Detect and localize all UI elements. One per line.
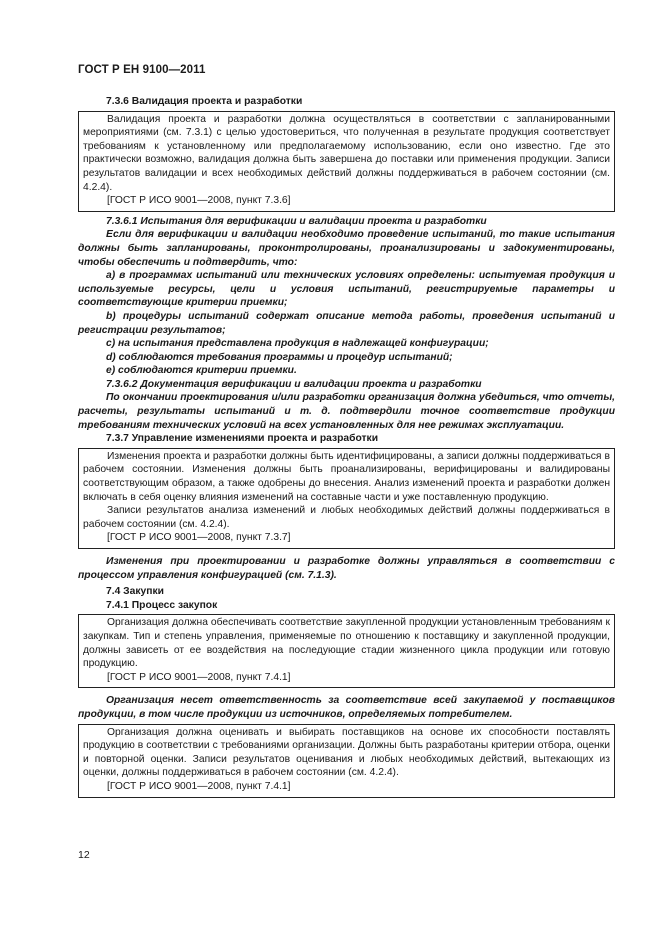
- quote-box-7-3-7: [78, 448, 615, 549]
- box-reference: [ГОСТ Р ИСО 9001—2008, пункт 7.4.1]: [107, 780, 291, 792]
- box-reference: [ГОСТ Р ИСО 9001—2008, пункт 7.3.7]: [107, 532, 291, 544]
- quote-box-7-3-6: [78, 111, 615, 212]
- box-paragraph: Записи результатов анализа изменений и любых необходимых действий должны поддерживаться в рабочем состоянии (см. 4.2.4).: [83, 505, 610, 530]
- page-content: [78, 95, 615, 801]
- quote-box-7-4-1-supplier: [78, 724, 615, 798]
- section-heading-7-3-6-1: 7.3.6.1 Испытания для верификации и валидации проекта и разработки: [106, 215, 487, 227]
- requirement-paragraph: Если для верификации и валидации необходимо проведение испытаний, то такие испытания должны быть запланированы, проконтролированы, проанализированы и задокументированы, чтобы обеспечить и подтвердить, что:: [78, 229, 615, 268]
- list-item-e: e) соблюдаются критерии приемки.: [106, 365, 297, 377]
- list-item-c: c) на испытания представлена продукция в надлежащей конфигурации;: [106, 338, 489, 350]
- list-item-b: b) процедуры испытаний содержат описание метода работы, проведения испытаний и регистрации результатов;: [78, 310, 615, 336]
- box-paragraph: Изменения проекта и разработки должны быть идентифицированы, а записи должны поддерживаться в рабочем состоянии. Изменения должны быть проанализированы, верифицированы и валидированы соответствующим образом, а также одобрены до внесения. Анализ изменений проекта и разработки должен включать в себя оценку влияния изменений на составные части и уже поставленную продукцию.: [83, 450, 610, 503]
- requirement-paragraph: Изменения при проектировании и разработке должны управляться в соответствии с процессом управления конфигурацией (см. 7.1.3).: [78, 556, 615, 581]
- requirement-paragraph: Организация несет ответственность за соответствие всей закупаемой у поставщиков продукции, в том числе продукции из источников, определяемых потребителем.: [78, 695, 615, 720]
- list-item-d: d) соблюдаются требования программы и процедур испытаний;: [106, 351, 453, 363]
- box-paragraph: Валидация проекта и разработки должна осуществляться в соответствии с запланированными мероприятиями (см. 7.3.1) с целью удостовериться, что полученная в результате продукция соответствует требованиям к установленному или предполагаемому использованию, если оно известно. Где это практически возможно, валидация должна быть завершена до поставки или применения продукции. Записи результатов валидации и всех необходимых действий должны поддерживаться в рабочем состоянии (см. 4.2.4).: [83, 113, 610, 193]
- box-paragraph: Организация должна обеспечивать соответствие закупленной продукции установленным требованиям к закупкам. Тип и степень управления, применяемые по отношению к поставщику и закупленной продукции, должны зависеть от ее воздействия на последующие стадии жизненного цикла продукции или готовую продукцию.: [83, 617, 610, 670]
- section-heading-7-3-7: 7.3.7 Управление изменениями проекта и разработки: [106, 433, 379, 445]
- box-paragraph: Организация должна оценивать и выбирать поставщиков на основе их способности поставлять продукцию в соответствии с требованиями организации. Должны быть разработаны критерии отбора, оценки и повторной оценки. Записи результатов оценивания и любых необходимых действий, вытекающих из оценки, должны поддерживаться в рабочем состоянии (см. 4.2.4).: [83, 726, 610, 779]
- section-heading-7-4-1: 7.4.1 Процесс закупок: [106, 599, 218, 611]
- standard-header: ГОСТ Р ЕН 9100—2011: [78, 64, 206, 76]
- box-reference: [ГОСТ Р ИСО 9001—2008, пункт 7.3.6]: [107, 195, 291, 207]
- box-reference: [ГОСТ Р ИСО 9001—2008, пункт 7.4.1]: [107, 671, 291, 683]
- section-heading-7-4: 7.4 Закупки: [106, 586, 164, 598]
- page-number: 12: [78, 849, 90, 861]
- requirement-paragraph: По окончании проектирования и/или разработки организация должна убедиться, что отчеты, расчеты, результаты испытаний и т. д. подтвердили точное соответствие продукции требованиям технических условий на всех установленных для нее режимах эксплуатации.: [78, 392, 615, 431]
- quote-box-7-4-1: [78, 614, 615, 688]
- list-item-a: a) в программах испытаний или технических условиях определены: испытуемая продукция и используемые ресурсы, цели и условия испытаний, регистрируемые параметры и соответствующие критерии приемки;: [78, 270, 615, 309]
- section-heading-7-3-6-2: 7.3.6.2 Документация верификации и валидации проекта и разработки: [106, 378, 482, 390]
- section-heading-7-3-6: 7.3.6 Валидация проекта и разработки: [106, 96, 303, 107]
